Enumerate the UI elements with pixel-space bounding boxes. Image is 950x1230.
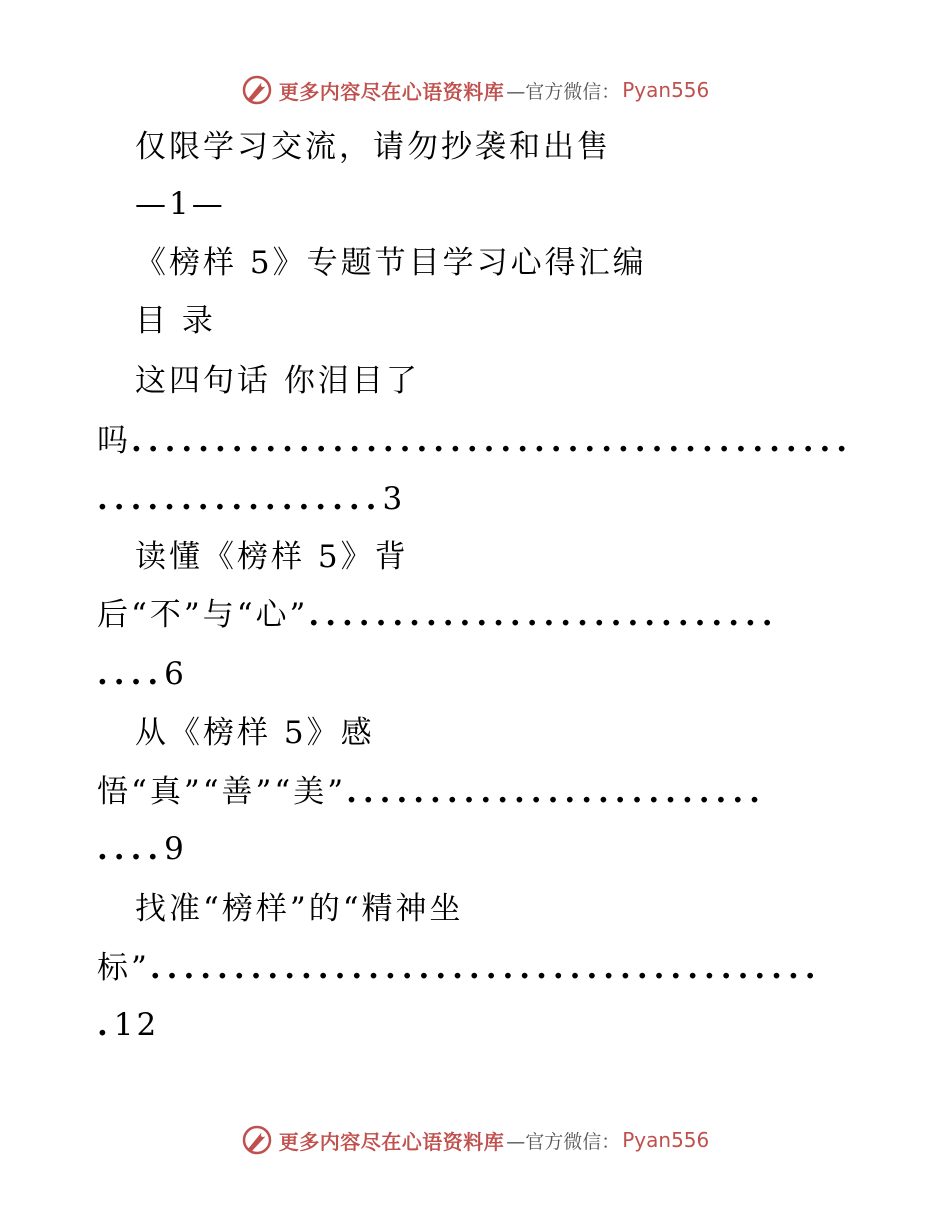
- toc-entry-4-line2: [97, 948, 822, 988]
- toc-leader-dots: ....: [97, 831, 165, 867]
- document-title: 《榜样 5》专题节目学习心得汇编: [135, 245, 647, 281]
- toc-entry-3-page: 9: [164, 831, 187, 867]
- toc-entry-1-title: 这四句话 你泪目了: [135, 363, 420, 399]
- banner-official-text: —官方微信：: [506, 1130, 621, 1153]
- toc-leader-dots: ........................................: [149, 950, 822, 986]
- toc-entry-2-title: 读懂《榜样 5》背: [135, 539, 409, 575]
- pen-logo-icon: [241, 1124, 273, 1156]
- toc-entry-4-line3: [97, 1005, 159, 1045]
- notice-text: 仅限学习交流，请勿抄袭和出售: [135, 129, 611, 165]
- toc-entry-3-line3: [97, 829, 187, 869]
- toc-entry-3-title-cont: 悟“真”“善”“美”: [97, 774, 347, 810]
- banner-main-text: 更多内容尽在心语资料库: [278, 1129, 505, 1154]
- toc-entry-2-line3: [97, 654, 187, 694]
- toc-entry-4-title: 找准“榜样”的“精神坐: [135, 891, 464, 927]
- toc-entry-2-page: 6: [164, 656, 187, 692]
- pen-logo-icon: [241, 74, 273, 106]
- banner-account-id: Pyan556: [622, 1128, 710, 1152]
- toc-leader-dots: .........................: [346, 774, 766, 810]
- toc-entry-4-page: 12: [113, 1007, 160, 1043]
- banner-account-id: Pyan556: [622, 78, 710, 102]
- page-marker: —1—: [135, 186, 226, 222]
- toc-entry-3-title: 从《榜样 5》感: [135, 715, 375, 751]
- toc-leader-dots: ............................: [308, 597, 779, 633]
- toc-entry-2-line2: [97, 595, 779, 635]
- toc-entry-1-line2: [97, 421, 853, 461]
- toc-leader-dots: ...........................................: [131, 423, 854, 459]
- toc-entry-3-line2: [97, 772, 766, 812]
- toc-leader-dots: .................: [97, 481, 383, 517]
- header-banner: [0, 70, 950, 110]
- banner-official-text: —官方微信：: [506, 80, 621, 103]
- footer-banner: [0, 1120, 950, 1160]
- toc-leader-dots: .: [97, 1007, 114, 1043]
- toc-entry-1-page: 3: [382, 481, 406, 517]
- toc-entry-2-title-cont: 后“不”与“心”: [97, 597, 309, 633]
- banner-main-text: 更多内容尽在心语资料库: [278, 79, 505, 104]
- toc-entry-1-title-cont: 吗: [97, 423, 131, 459]
- toc-entry-4-title-cont: 标”: [97, 950, 150, 986]
- toc-leader-dots: ....: [97, 656, 165, 692]
- toc-entry-1-line3: [97, 479, 405, 519]
- toc-heading: 目 录: [135, 303, 216, 339]
